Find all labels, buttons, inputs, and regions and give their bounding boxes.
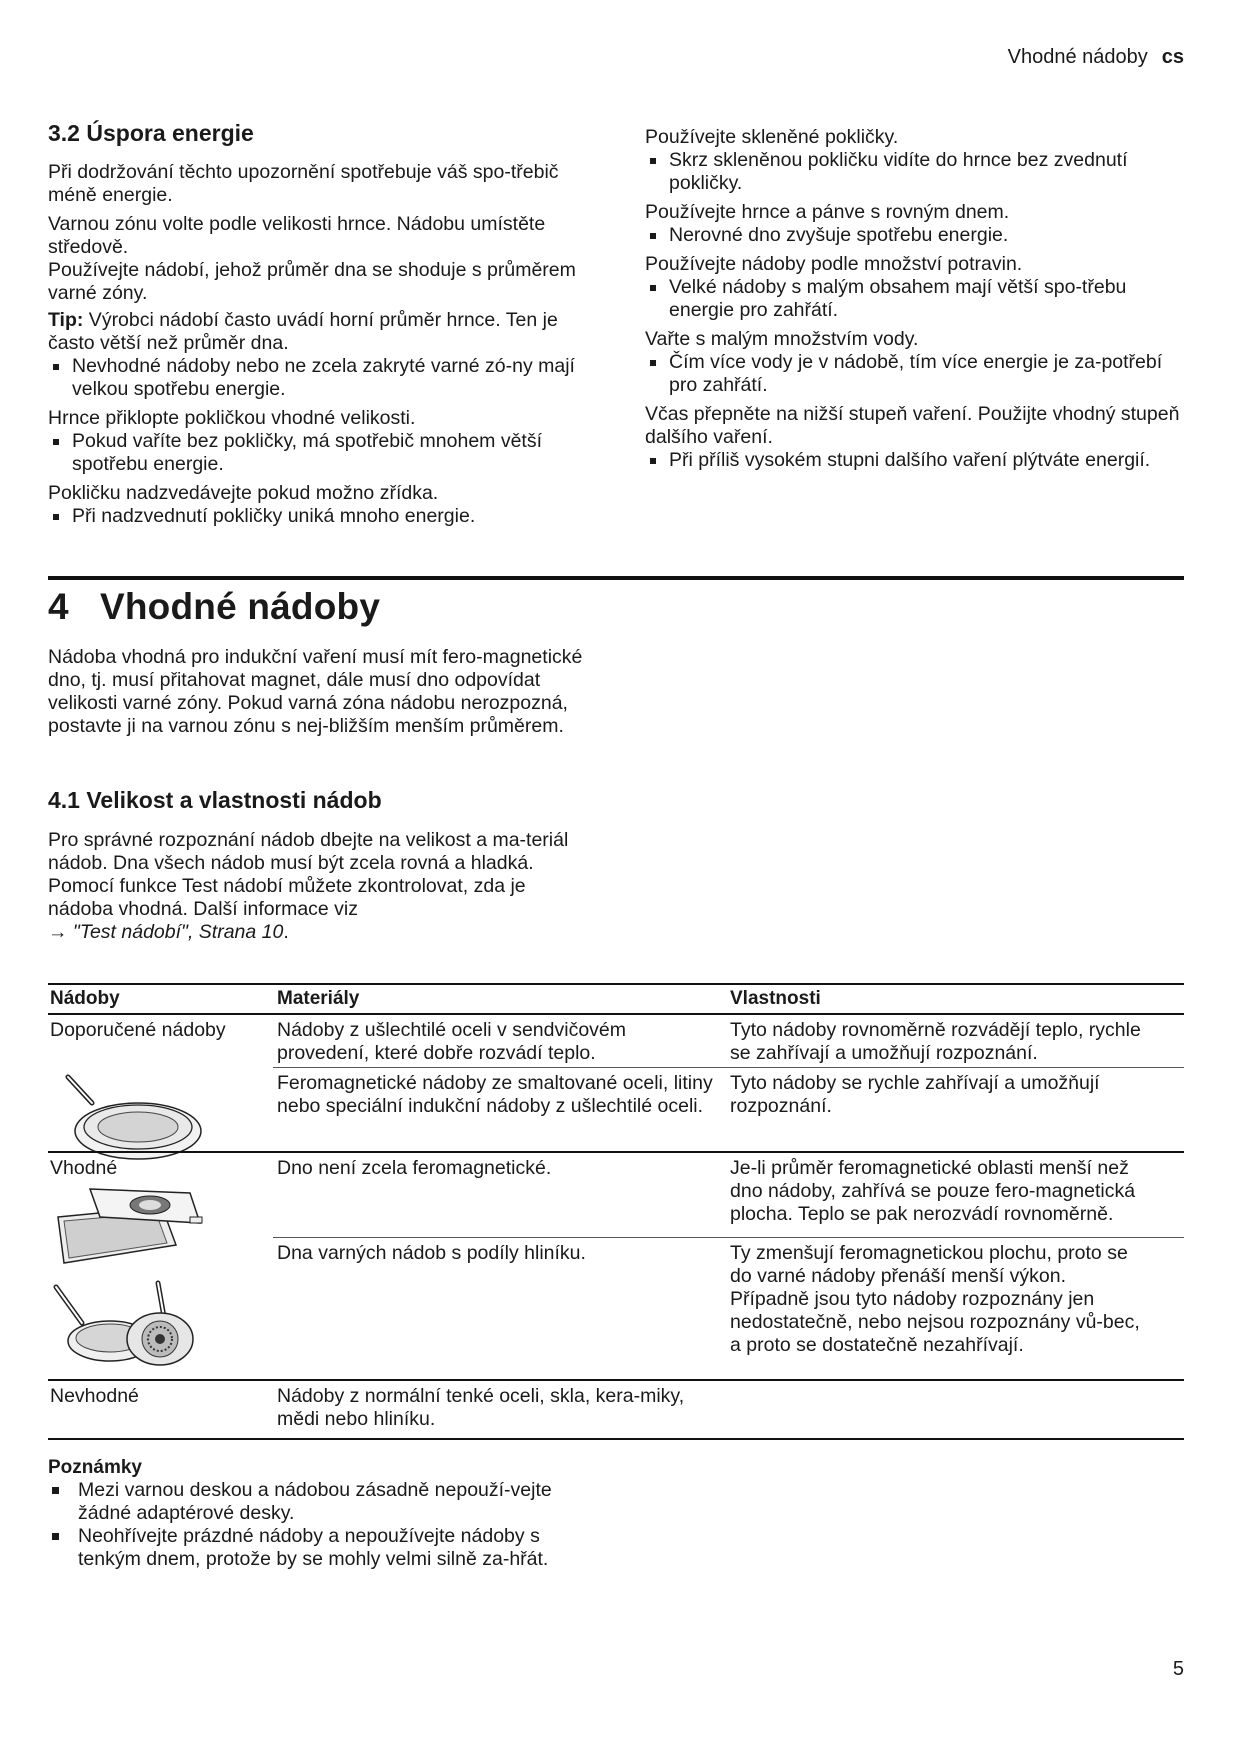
tip-label: Tip: xyxy=(48,309,84,331)
paragraph: Při dodržování těchto upozornění spotřebuje váš spo-třebič méně energie. xyxy=(48,161,559,206)
table-property-cell: Tyto nádoby rovnoměrně rozvádějí teplo, rychle se zahřívají a umožňují rozpoznání. xyxy=(730,1019,1141,1064)
bullet-item: Skrz skleněnou pokličku vidíte do hrnce bez zvednutí pokličky. xyxy=(645,149,1185,195)
table-header-rule xyxy=(48,1013,1184,1015)
header-title: Vhodné nádoby xyxy=(1007,46,1148,68)
table-header-cell: Vlastnosti xyxy=(730,988,821,1009)
page-header xyxy=(1008,46,1184,69)
table-bottom-rule xyxy=(48,1438,1184,1440)
table-header-cell: Materiály xyxy=(277,988,360,1009)
paragraph: Pomocí funkce Test nádobí můžete zkontrolovat, zda je nádoba vhodná. Další informace viz xyxy=(48,875,526,920)
table-material-cell: Feromagnetické nádoby ze smaltované oceli, litiny nebo speciální indukční nádoby z ušlechtilé oceli. xyxy=(277,1072,713,1117)
notes-title: Poznámky xyxy=(48,1457,142,1478)
bullet-item: Při nadzvednutí pokličky uniká mnoho energie. xyxy=(48,505,588,528)
chapter-title: Vhodné nádoby xyxy=(100,586,381,627)
table-property-cell: Tyto nádoby se rychle zahřívají a umožňují rozpoznání. xyxy=(730,1072,1100,1117)
tip-paragraph xyxy=(48,309,588,355)
bullet-item: Čím více vody je v nádobě, tím více energie je za-potřebí pro zahřátí. xyxy=(645,351,1185,397)
chapter-number: 4 xyxy=(48,586,69,627)
tip-text: Výrobci nádobí často uvádí horní průměr hrnce. Ten je často větší než průměr dna. xyxy=(48,309,558,354)
paragraph: Včas přepněte na nižší stupeň vaření. Použijte vhodný stupeň dalšího vaření. xyxy=(645,403,1180,448)
table-category-cell: Nevhodné xyxy=(50,1385,139,1407)
chapter-intro: Nádoba vhodná pro indukční vaření musí mít fero-magnetické dno, tj. musí přitahovat magnet, dále musí dno odpovídat velikosti varné zóny. Pokud varná zóna nádobu nerozpozná, postavte ji na varnou zónu s nej-bližším menším průměrem. xyxy=(48,646,583,737)
chapter-rule xyxy=(48,576,1184,580)
paragraph: Vařte s malým množstvím vody. xyxy=(645,328,919,350)
table-category-cell: Vhodné xyxy=(50,1157,118,1179)
section-3-2-left xyxy=(48,120,588,528)
paragraph: Hrnce přiklopte pokličkou vhodné velikosti. xyxy=(48,407,416,429)
paragraph: Pro správné rozpoznání nádob dbejte na velikost a ma-teriál nádob. Dna všech nádob musí být zcela rovná a hladká. xyxy=(48,829,569,874)
table-row-divider xyxy=(273,1067,1184,1068)
table-header-cell: Nádoby xyxy=(50,988,120,1009)
table-property-cell: Ty zmenšují feromagnetickou plochu, proto se do varné nádoby přenáší menší výkon. Případně jsou tyto nádoby rozpoznány jen nedostatečně, nebo nejsou rozpoznány vů-bec, a proto se dostatečně nezahřívají. xyxy=(730,1242,1140,1356)
bullet-item: Pokud vaříte bez pokličky, má spotřebič mnohem větší spotřebu energie. xyxy=(48,430,588,476)
table-category-cell: Doporučené nádoby xyxy=(50,1019,226,1041)
cross-reference-link[interactable]: → "Test nádobí", Strana 10 xyxy=(48,921,284,943)
cookware-table xyxy=(48,983,1184,1443)
section-3-2-right xyxy=(645,126,1185,472)
paragraph: Používejte nádobí, jehož průměr dna se shoduje s průměrem varné zóny. xyxy=(48,259,576,304)
section-heading: 4.1 Velikost a vlastnosti nádob xyxy=(48,787,382,813)
paragraph: Varnou zónu volte podle velikosti hrnce. Nádobu umístěte středově. xyxy=(48,213,546,258)
table-property-cell: Je-li průměr feromagnetické oblasti menší než dno nádoby, zahřívá se pouze fero-magnetická plocha. Teplo se pak nerozvádí rovnoměrně. xyxy=(730,1157,1136,1225)
paragraph: Používejte skleněné pokličky. xyxy=(645,126,899,148)
griddle-plate-illustration xyxy=(50,1183,210,1278)
section-heading: 3.2 Úspora energie xyxy=(48,120,254,146)
table-group-rule xyxy=(48,1151,1184,1153)
recommended-pan-illustration xyxy=(48,1063,208,1163)
cross-reference-end: . xyxy=(283,921,289,943)
table-top-rule xyxy=(48,983,1184,985)
table-material-cell: Nádoby z normální tenké oceli, skla, kera-miky, mědi nebo hliníku. xyxy=(277,1385,685,1430)
paragraph: Používejte hrnce a pánve s rovným dnem. xyxy=(645,201,1010,223)
table-row-divider xyxy=(273,1237,1184,1238)
cross-reference xyxy=(48,921,593,944)
chapter-heading xyxy=(48,586,380,628)
table-group-rule xyxy=(48,1379,1184,1381)
bullet-item: Nevhodné nádoby nebo ne zcela zakryté varné zó-ny mají velkou spotřebu energie. xyxy=(48,355,588,401)
paragraph: Používejte nádoby podle množství potravin. xyxy=(645,253,1023,275)
page-number: 5 xyxy=(1172,1658,1184,1680)
paragraph: Pokličku nadzvedávejte pokud možno zřídka. xyxy=(48,482,439,504)
aluminium-pans-illustration xyxy=(48,1279,208,1369)
bullet-item: Nerovné dno zvyšuje spotřebu energie. xyxy=(645,224,1185,247)
bullet-item: Velké nádoby s malým obsahem mají větší spo-třebu energie pro zahřátí. xyxy=(645,276,1185,322)
notes-block xyxy=(48,1456,593,1571)
bullet-item: Při příliš vysokém stupni dalšího vaření plýtváte energií. xyxy=(645,449,1185,472)
note-item: Neohřívejte prázdné nádoby a nepoužívejte nádoby s tenkým dnem, protože by se mohly velmi silně za-hřát. xyxy=(48,1525,593,1571)
table-material-cell: Dna varných nádob s podíly hliníku. xyxy=(277,1242,586,1264)
header-lang: cs xyxy=(1161,46,1184,68)
section-4-1-body xyxy=(48,829,593,944)
table-material-cell: Nádoby z ušlechtilé oceli v sendvičovém provedení, které dobře rozvádí teplo. xyxy=(277,1019,627,1064)
table-material-cell: Dno není zcela feromagnetické. xyxy=(277,1157,552,1179)
note-item: Mezi varnou deskou a nádobou zásadně nepouží-vejte žádné adaptérové desky. xyxy=(48,1479,593,1525)
